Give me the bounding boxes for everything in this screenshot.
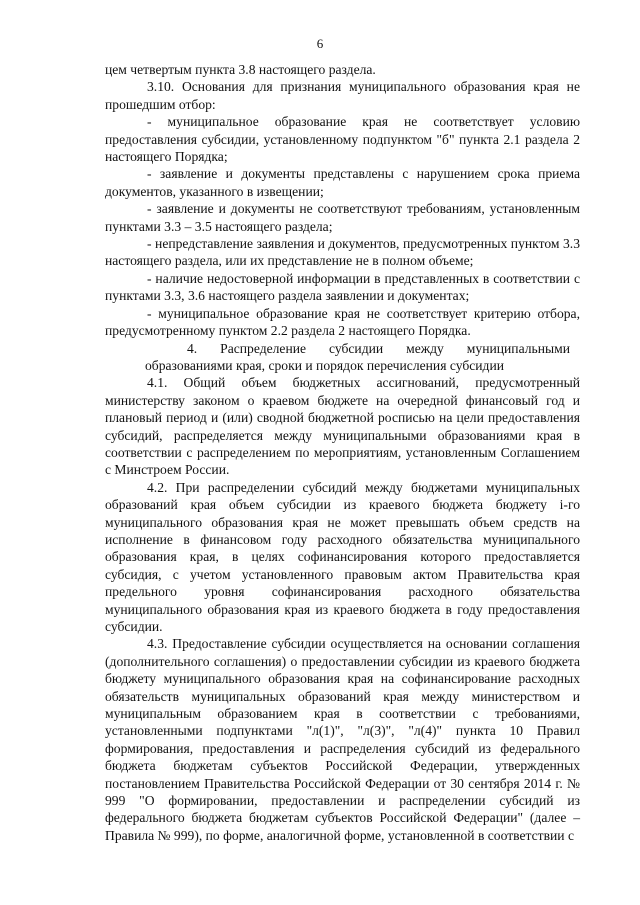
list-item: - непредставление заявления и документов, предусмотренных пунктом 3.3 настоящего раздела, или их представление не в полном объеме; <box>105 236 580 269</box>
paragraph-4-1: 4.1. Общий объем бюджетных ассигнований, предусмотренный министерству законом о краевом бюджете на очередной финансовый год и плановый период и (или) сводной бюджетной росписью на цели предоставления субсидий, распределяется между муниципальными образованиями края в соответствии с распределением по мероприятиям, установленным Соглашением с Минстроем России. <box>105 375 580 478</box>
paragraph-4-2: 4.2. При распределении субсидий между бюджетами муниципальных образований края объем субсидии из краевого бюджета бюджету i-го муниципального образования края не может превышать объем средств на исполнение в финансовом году расходного обязательства муниципального образования края, в целях софинансирования которого предоставляется субсидия, с учетом установленного правовым актом Правительства края предельного уровня софинансирования расходного обязательства муниципального образования края из краевого бюджета в году предоставления субсидии. <box>105 479 580 634</box>
section-heading: 4. Распределение субсидии между муниципальными образованиями края, сроки и порядок перечисления субсидии <box>145 340 570 373</box>
list-item: - заявление и документы представлены с нарушением срока приема документов, указанного в извещении; <box>105 166 580 199</box>
paragraph-4-3: 4.3. Предоставление субсидии осуществляется на основании соглашения (дополнительного соглашения) о предоставлении субсидии из краевого бюджета бюджету муниципального образования края на софинансирование расходных обязательств муниципальных образований края между министерством и муниципальным образованием края в соответствии с требованиями, установленными подпунктами "л(1)", "л(3)", "л(4)" пункта 10 Правил формирования, предоставления и распределения субсидий из федерального бюджета бюджетам субъектов Российской Федерации, утвержденных постановлением Правительства Российской Федерации от 30 сентября 2014 г. № 999 "О формировании, предоставлении и распределении субсидий из федерального бюджета бюджетам субъектов Российской Федерации" (далее – Правила № 999), по форме, аналогичной форме, установленной в соответствии с <box>105 636 580 843</box>
paragraph-continuation: цем четвертым пункта 3.8 настоящего раздела. <box>105 62 376 77</box>
list-item: - муниципальное образование края не соответствует критерию отбора, предусмотренному пунктом 2.2 раздела 2 настоящего Порядка. <box>105 305 580 339</box>
list-item: - наличие недостоверной информации в представленных в соответствии с пунктами 3.3, 3.6 настоящего раздела заявлении и документах; <box>105 270 580 304</box>
paragraph-3-10: 3.10. Основания для признания муниципального образования края не прошедшим отбор: <box>105 79 580 112</box>
page-number: 6 <box>316 36 324 51</box>
list-item: - заявление и документы не соответствуют требованиям, установленным пунктами 3.3 – 3.5 настоящего раздела; <box>105 201 580 234</box>
page-content <box>105 61 580 844</box>
list-item: - муниципальное образование края не соответствует условию предоставления субсидии, установленному подпунктом "б" пункта 2.1 раздела 2 настоящего Порядка; <box>105 114 580 165</box>
